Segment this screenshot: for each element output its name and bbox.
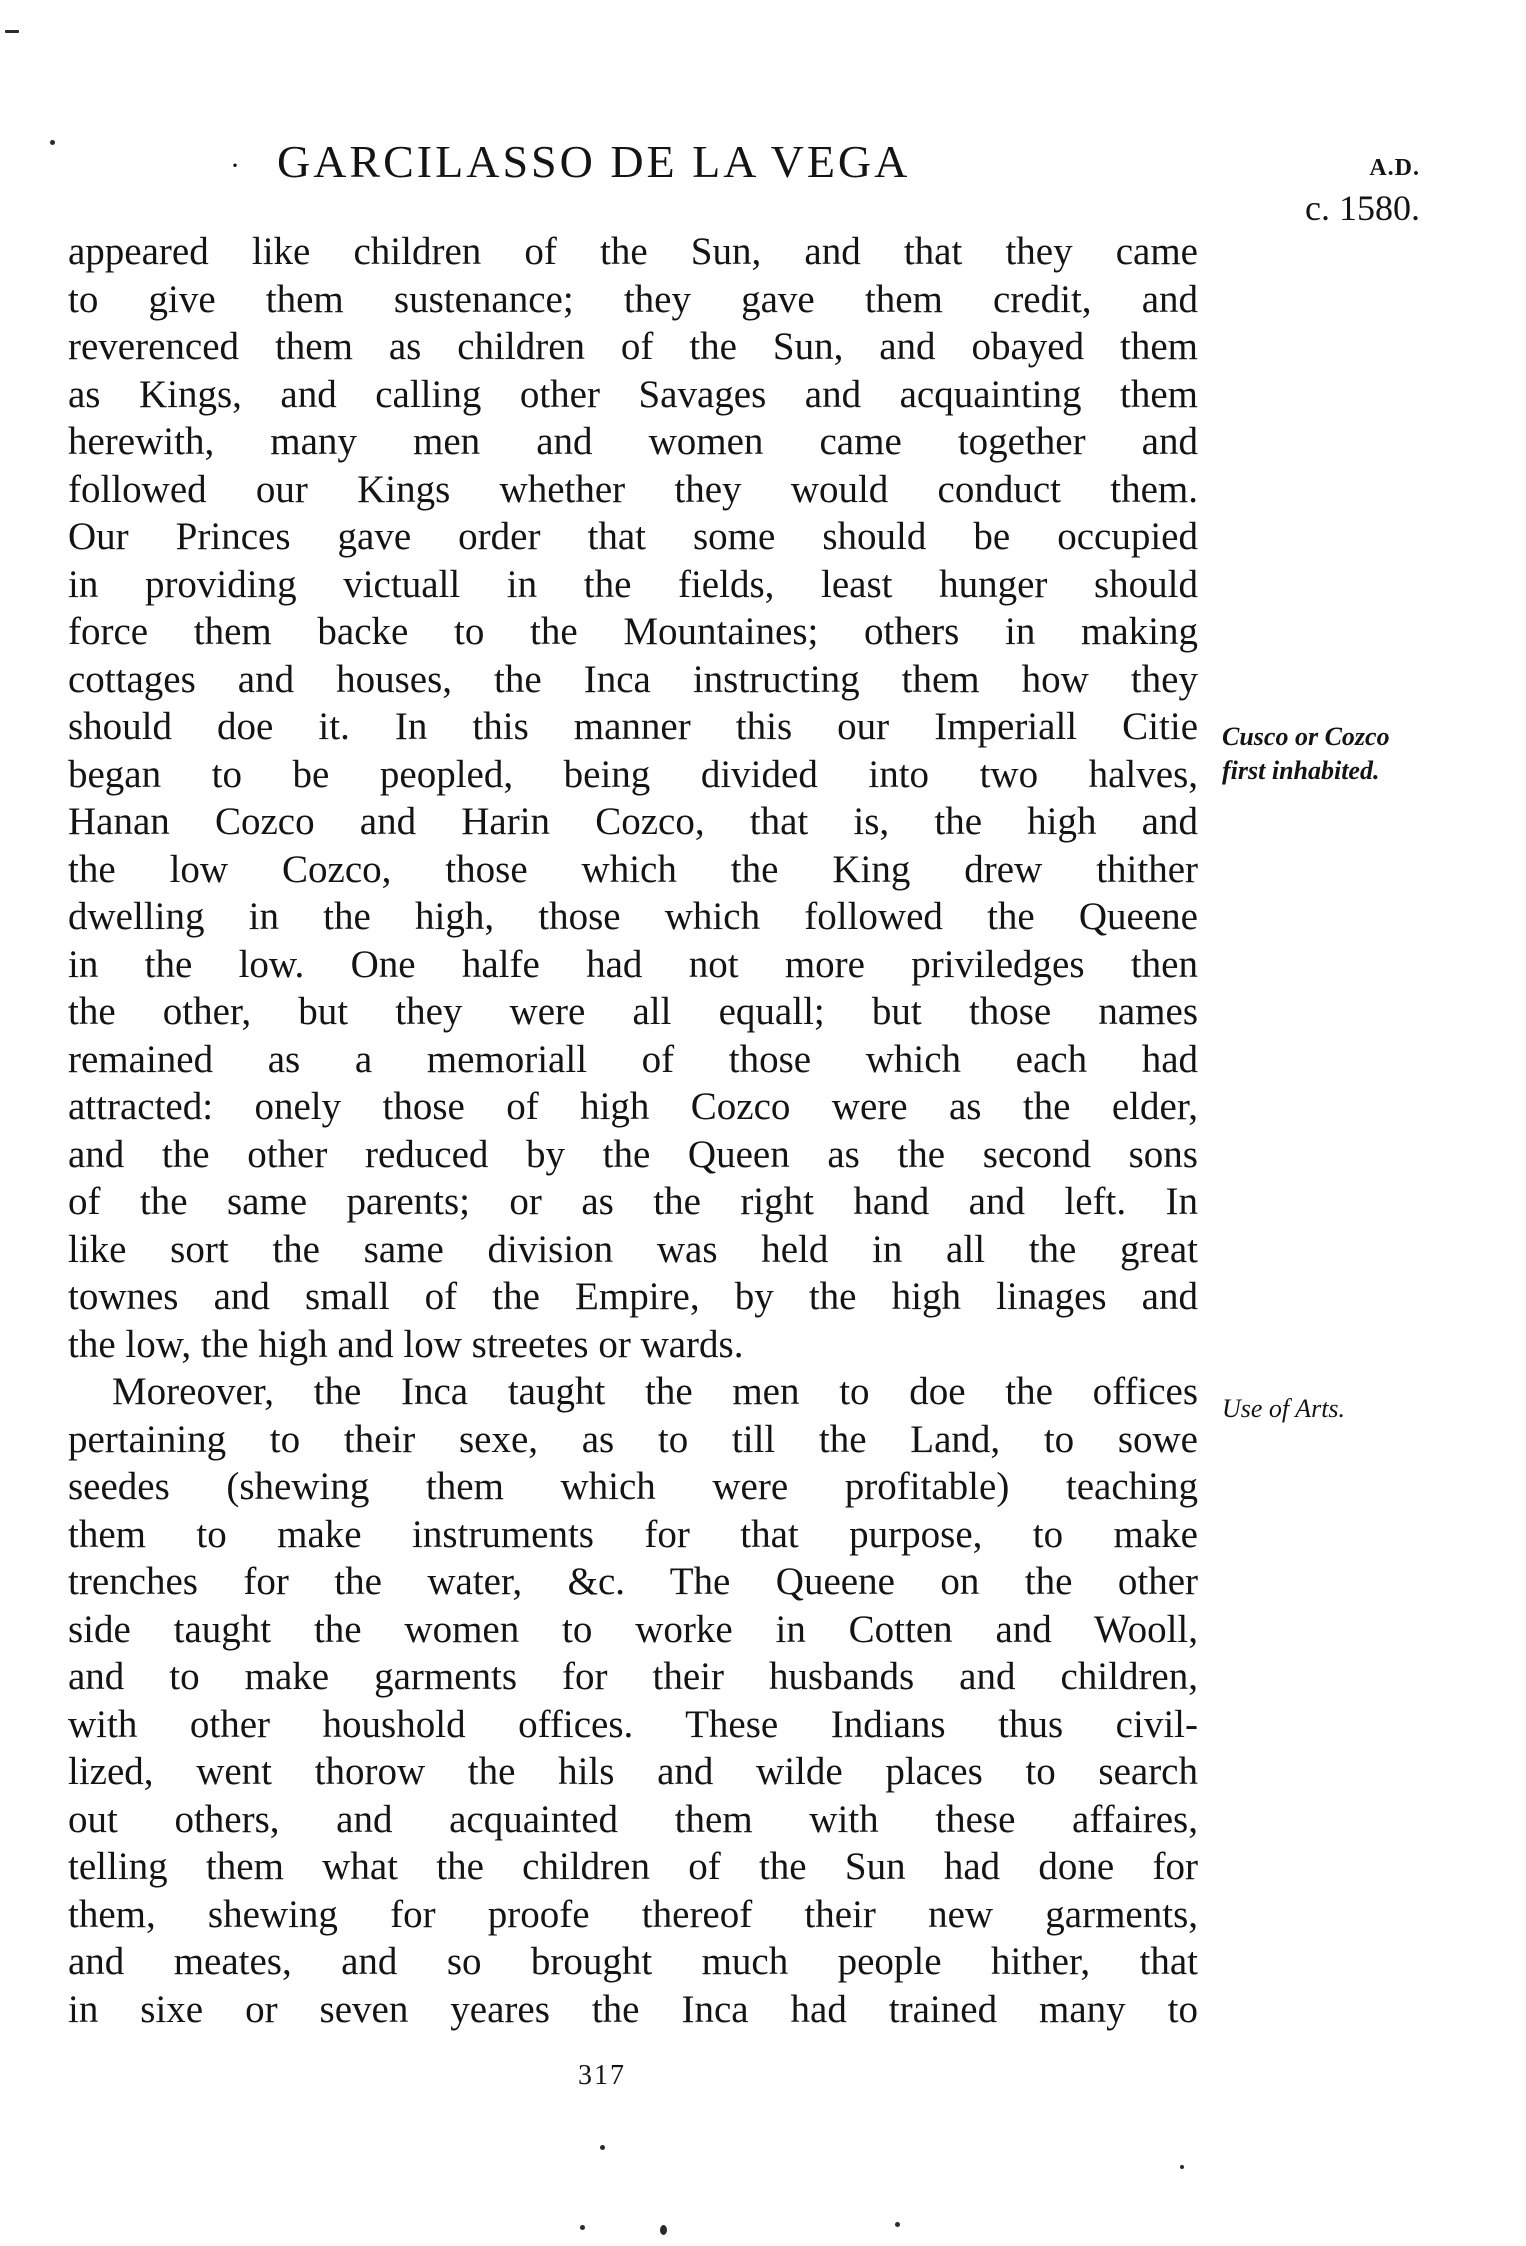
text-line: the low, the high and low streetes or wards.: [68, 1322, 744, 1366]
text-line: should doe it. In this manner this our Imperiall Citie: [68, 705, 1198, 748]
text-line: in sixe or seven yeares the Inca had trained many to: [68, 1987, 1198, 2031]
text-line: the low Cozco, those which the King drew thither: [68, 847, 1198, 891]
scan-speck: [5, 30, 19, 33]
text-line: pertaining to their sexe, as to till the Land, to sowe: [68, 1417, 1198, 1461]
margin-date: [1260, 148, 1420, 228]
page-number: 317: [578, 2060, 626, 2091]
text-line: lized, went thorow the hils and wilde places to search: [68, 1750, 1198, 1793]
text-line: out others, and acquainted them with these affaires,: [68, 1797, 1198, 1841]
text-line: with other houshold offices. These Indians thus civil-: [68, 1702, 1198, 1746]
scan-speck: [895, 2222, 900, 2227]
scan-speck: [580, 2225, 585, 2230]
text-line: of the same parents; or as the right hand and left. In: [68, 1180, 1198, 1223]
text-line: them, shewing for proofe thereof their new garments,: [68, 1892, 1198, 1936]
text-line: as Kings, and calling other Savages and acquainting them: [68, 372, 1198, 416]
text-line: Hanan Cozco and Harin Cozco, that is, the high and: [68, 800, 1198, 843]
text-line: remained as a memoriall of those which each had: [68, 1037, 1198, 1081]
text-line: dwelling in the high, those which followed the Queene: [68, 895, 1198, 938]
scan-speck: [50, 140, 55, 145]
text-line: Moreover, the Inca taught the men to doe the offices: [112, 1370, 1198, 1413]
text-line: in providing victuall in the fields, least hunger should: [68, 562, 1198, 606]
text-line: telling them what the children of the Sun had done for: [68, 1845, 1198, 1888]
text-line: Our Princes gave order that some should be occupied: [68, 515, 1198, 558]
text-line: seedes (shewing them which were profitable) teaching: [68, 1465, 1198, 1508]
sidenote-cusco: [1222, 720, 1390, 788]
text-line: like sort the same division was held in all the great: [68, 1227, 1198, 1271]
page-title: GARCILASSO DE LA VEGA: [277, 136, 911, 187]
text-line: the other, but they were all equall; but those names: [68, 990, 1198, 1033]
text-line: side taught the women to worke in Cotten and Wooll,: [68, 1607, 1198, 1651]
text-line: reverenced them as children of the Sun, and obayed them: [68, 325, 1198, 368]
text-line: to give them sustenance; they gave them credit, and: [68, 277, 1198, 321]
text-line: began to be peopled, being divided into two halves,: [68, 752, 1198, 796]
date-label: c. 1580.: [1305, 188, 1420, 228]
text-line: force them backe to the Mountaines; others in making: [68, 610, 1198, 653]
sidenote-cusco-line2: first inhabited.: [1222, 756, 1380, 785]
text-line: townes and small of the Empire, by the high linages and: [68, 1275, 1198, 1318]
era-label: A.D.: [1369, 155, 1420, 181]
text-line: appeared like children of the Sun, and that they came: [68, 230, 1198, 273]
text-line: trenches for the water, &c. The Queene on the other: [68, 1560, 1198, 1603]
text-line: in the low. One halfe had not more priviledges then: [68, 942, 1198, 986]
text-line: them to make instruments for that purpose, to make: [68, 1512, 1198, 1556]
scan-speck: [600, 2145, 605, 2150]
sidenote-cusco-line1: Cusco or Cozco: [1222, 722, 1390, 751]
scan-speck: [1180, 2165, 1184, 2169]
text-line: followed our Kings whether they would conduct them.: [68, 467, 1198, 511]
running-head: [230, 135, 1030, 188]
sidenote-arts: Use of Arts.: [1222, 1394, 1346, 1423]
text-line: attracted: onely those of high Cozco were as the elder,: [68, 1085, 1198, 1128]
text-line: herewith, many men and women came together and: [68, 420, 1198, 463]
body-text: [68, 228, 1198, 2033]
title-dot: ·: [230, 149, 243, 183]
text-line: cottages and houses, the Inca instructing them how they: [68, 657, 1198, 701]
text-line: and to make garments for their husbands and children,: [68, 1655, 1198, 1698]
scan-speck: [660, 2225, 667, 2235]
text-line: and the other reduced by the Queen as the second sons: [68, 1132, 1198, 1176]
text-line: and meates, and so brought much people hither, that: [68, 1940, 1198, 1983]
